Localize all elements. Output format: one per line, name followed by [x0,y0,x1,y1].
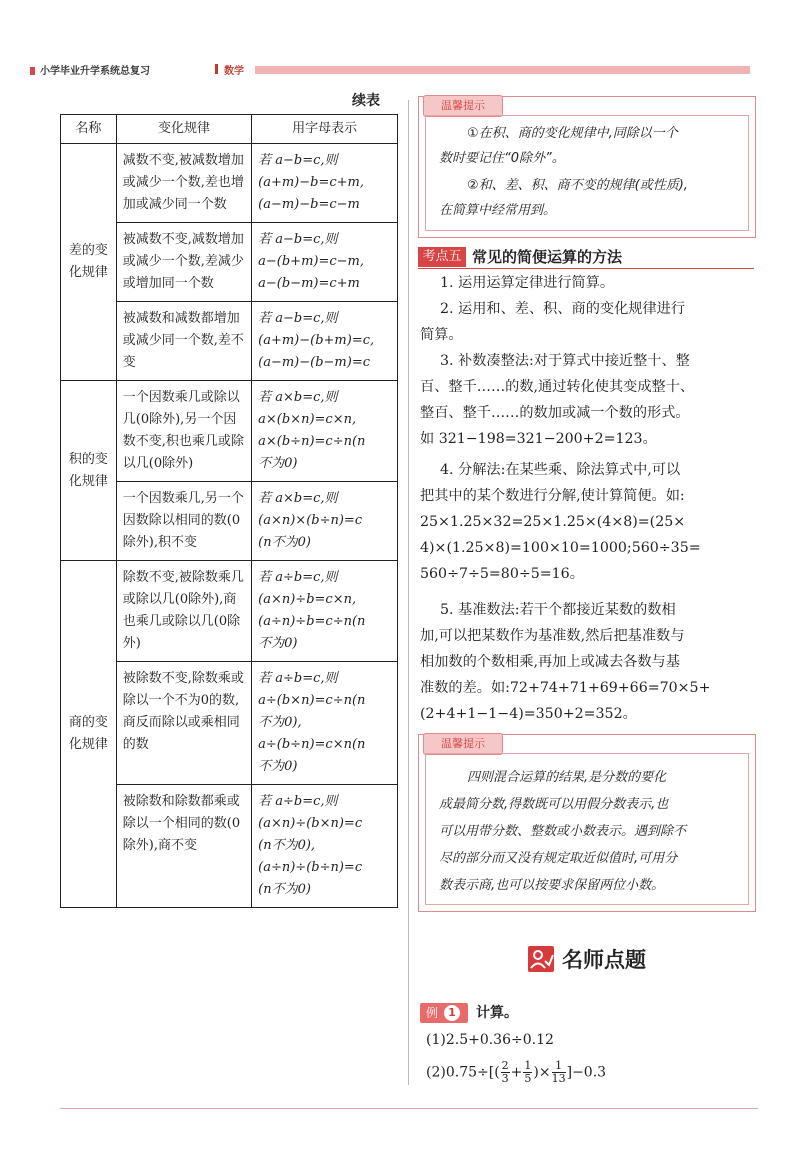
section-tag: 考点五 [418,247,466,267]
category-quotient: 商的变化规律 [61,561,117,908]
section-title: 常见的简便运算的方法 [472,248,623,266]
header-separator [215,64,218,74]
example-tag-text: 例 [426,1006,439,1020]
formula-line: (a−m)−b=c−m [258,197,360,212]
formula-cell [252,381,398,482]
column-divider [408,100,409,1085]
formula-line: 若 a×b=c,则 [258,491,338,506]
tip-line: ①在积、商的变化规律中,同除以一个 [467,126,678,141]
rule-cell: 一个因数乘几或除以几(0除外),另一个因数不变,积也乘几或除以几(0除外) [116,381,251,482]
category-product: 积的变化规律 [61,381,117,561]
paragraph-line: 1. 运用运算定律进行简算。 [440,275,615,291]
tip-line: 四则混合运算的结果,是分数的要化 [467,770,667,785]
formula-line: (a÷n)÷(b÷n)=c [258,860,363,875]
continued-label: 续表 [352,93,380,109]
tip-line: 尽的部分而又没有规定取近似值时,可用分 [439,851,678,866]
series-title: 小学毕业升学系统总复习 [40,66,150,77]
paragraph-line: 准数的差。如:72+74+71+69+66=70×5+ [420,680,711,696]
col-header-rule: 变化规律 [116,115,251,144]
paragraph-line: 4. 分解法:在某些乘、除法算式中,可以 [440,462,681,478]
paragraph-line: 5. 基准数法:若干个都接近某数的数相 [440,602,676,618]
paragraph-line: (2+4+1−1−4)=350+2=352。 [420,706,637,722]
rule-cell: 被除数不变,除数乘或除以一个不为0的数,商反而除以或乘相同的数 [116,662,251,785]
tip-box-2 [418,734,756,912]
formula-cell [252,482,398,561]
paragraph-line: 3. 补数凑整法:对于算式中接近整十、整 [440,353,690,369]
formula-cell [252,223,398,302]
paragraph-line: 百、整千……的数,通过转化使其变成整十、 [420,379,695,395]
plus-sign: + [510,1064,523,1081]
formula-line: 不为0) [258,759,298,774]
formula-line: a÷(b÷n)=c×n(n [258,737,366,752]
rule-cell: 被除数和除数都乘或除以一个相同的数(0除外),商不变 [116,785,251,908]
rule-cell: 被减数和减数都增加或减少同一个数,差不变 [116,302,251,381]
formula-line: 不为0), [258,715,302,730]
paragraph-line: 简算。 [420,327,463,343]
header-stripe [255,66,750,74]
fraction [501,1060,510,1085]
formula-cell [252,785,398,908]
paragraph-line: 如 321−198=321−200+2=123。 [420,431,657,447]
formula-cell [252,662,398,785]
formula-line: 若 a−b=c,则 [258,311,338,326]
table-row [61,144,398,223]
formula-line: (a×n)÷b=c×n, [258,592,357,607]
formula-line: (a×n)÷(b×n)=c [258,816,363,831]
bottom-rule [60,1108,758,1109]
tip-label: 温馨提示 [423,95,503,117]
category-difference: 差的变化规律 [61,144,117,381]
question-2 [426,1060,606,1085]
numerator: 1 [524,1059,532,1072]
formula-line: 若 a÷b=c,则 [258,794,338,809]
formula-line: a−(b+m)=c−m, [258,254,364,269]
paragraph-line: 560÷7÷5=80÷5=16。 [420,566,584,582]
formula-line: 不为0) [258,456,298,471]
formula-line: (a×n)×(b÷n)=c [258,513,363,528]
tip-box-1 [418,96,756,238]
section-heading [418,247,754,267]
tip-line: 数时要记住“0除外”。 [439,151,565,166]
q2-prefix: (2)0.75÷[( [426,1064,500,1081]
formula-line: a÷(b×n)=c÷n(n [258,693,366,708]
paragraph-line: 整百、整千……的数加或减一个数的形式。 [420,405,690,421]
col-header-name: 名称 [61,115,117,144]
running-header [30,62,750,76]
rule-cell: 除数不变,被除数乘几或除以几(0除外),商也乘几或除以几(0除外) [116,561,251,662]
formula-cell [252,302,398,381]
paragraph-line: 把其中的某个数进行分解,使计算简便。如: [420,488,685,504]
tip-label: 温馨提示 [423,733,503,755]
rule-cell: 被减数不变,减数增加或减少一个数,差减少或增加同一个数 [116,223,251,302]
col-header-formula: 用字母表示 [252,115,398,144]
section-underline [418,268,754,269]
tip-line: ②和、差、积、商不变的规律(或性质), [467,178,688,193]
formula-line: (n不为0) [258,882,311,897]
tip-line: 在简算中经常用到。 [439,203,557,218]
paragraph-line: 25×1.25×32=25×1.25×(4×8)=(25× [420,514,686,530]
q2-close: )× [533,1064,551,1081]
paragraph-line: 加,可以把某数作为基准数,然后把基准数与 [420,628,685,644]
denominator: 3 [501,1072,509,1085]
rule-cell: 一个因数乘几,另一个因数除以相同的数(0除外),积不变 [116,482,251,561]
formula-line: a×(b×n)=c×n, [258,412,357,427]
formula-line: 若 a−b=c,则 [258,232,338,247]
denominator: 13 [551,1072,566,1085]
tip-line: 成最简分数,得数既可以用假分数表示,也 [439,797,669,812]
formula-line: (a+m)−b=c+m, [258,175,364,190]
formula-line: (a−m)−(b−m)=c [258,355,371,370]
q2-suffix: ]−0.3 [566,1064,607,1081]
table-row [61,561,398,662]
table-header-row [61,115,398,144]
teacher-icon [528,946,554,972]
formula-cell [252,144,398,223]
paragraph-line: 2. 运用和、差、积、商的变化规律进行 [440,301,686,317]
formula-line: (a+m)−(b+m)=c, [258,333,375,348]
fraction [552,1060,566,1085]
formula-line: 不为0) [258,636,298,651]
example-tag [420,1003,468,1023]
example-number: 1 [444,1005,460,1021]
numerator: 1 [552,1060,566,1073]
famous-teacher-title: 名师点题 [562,948,646,972]
paragraph-line: 相加数的个数相乘,再加上或减去各数与基 [420,654,680,670]
formula-line: 若 a×b=c,则 [258,390,338,405]
tip-line: 可以用带分数、整数或小数表示。遇到除不 [439,824,687,839]
formula-cell [252,561,398,662]
question-1: (1)2.5+0.36÷0.12 [426,1032,554,1048]
formula-line: a−(b−m)=c+m [258,276,360,291]
example-title: 计算。 [476,1005,518,1021]
formula-line: 若 a÷b=c,则 [258,570,338,585]
subject-label: 数学 [224,66,244,77]
rules-table [60,114,398,908]
formula-line: 若 a−b=c,则 [258,153,338,168]
formula-line: (n不为0) [258,535,311,550]
formula-line: 若 a÷b=c,则 [258,671,338,686]
paragraph-line: 4)×(1.25×8)=100×10=1000;560÷35= [420,540,701,556]
numerator: 2 [501,1059,509,1072]
fraction [523,1060,532,1085]
formula-line: (a÷n)÷b=c÷n(n [258,614,366,629]
tip-line: 数表示商,也可以按要求保留两位小数。 [439,878,665,893]
rule-cell: 减数不变,被减数增加或减少一个数,差也增加或减少同一个数 [116,144,251,223]
header-marker [30,67,35,75]
formula-line: (n不为0), [258,838,316,853]
formula-line: a×(b÷n)=c÷n(n [258,434,366,449]
denominator: 5 [524,1072,532,1085]
table-row [61,381,398,482]
